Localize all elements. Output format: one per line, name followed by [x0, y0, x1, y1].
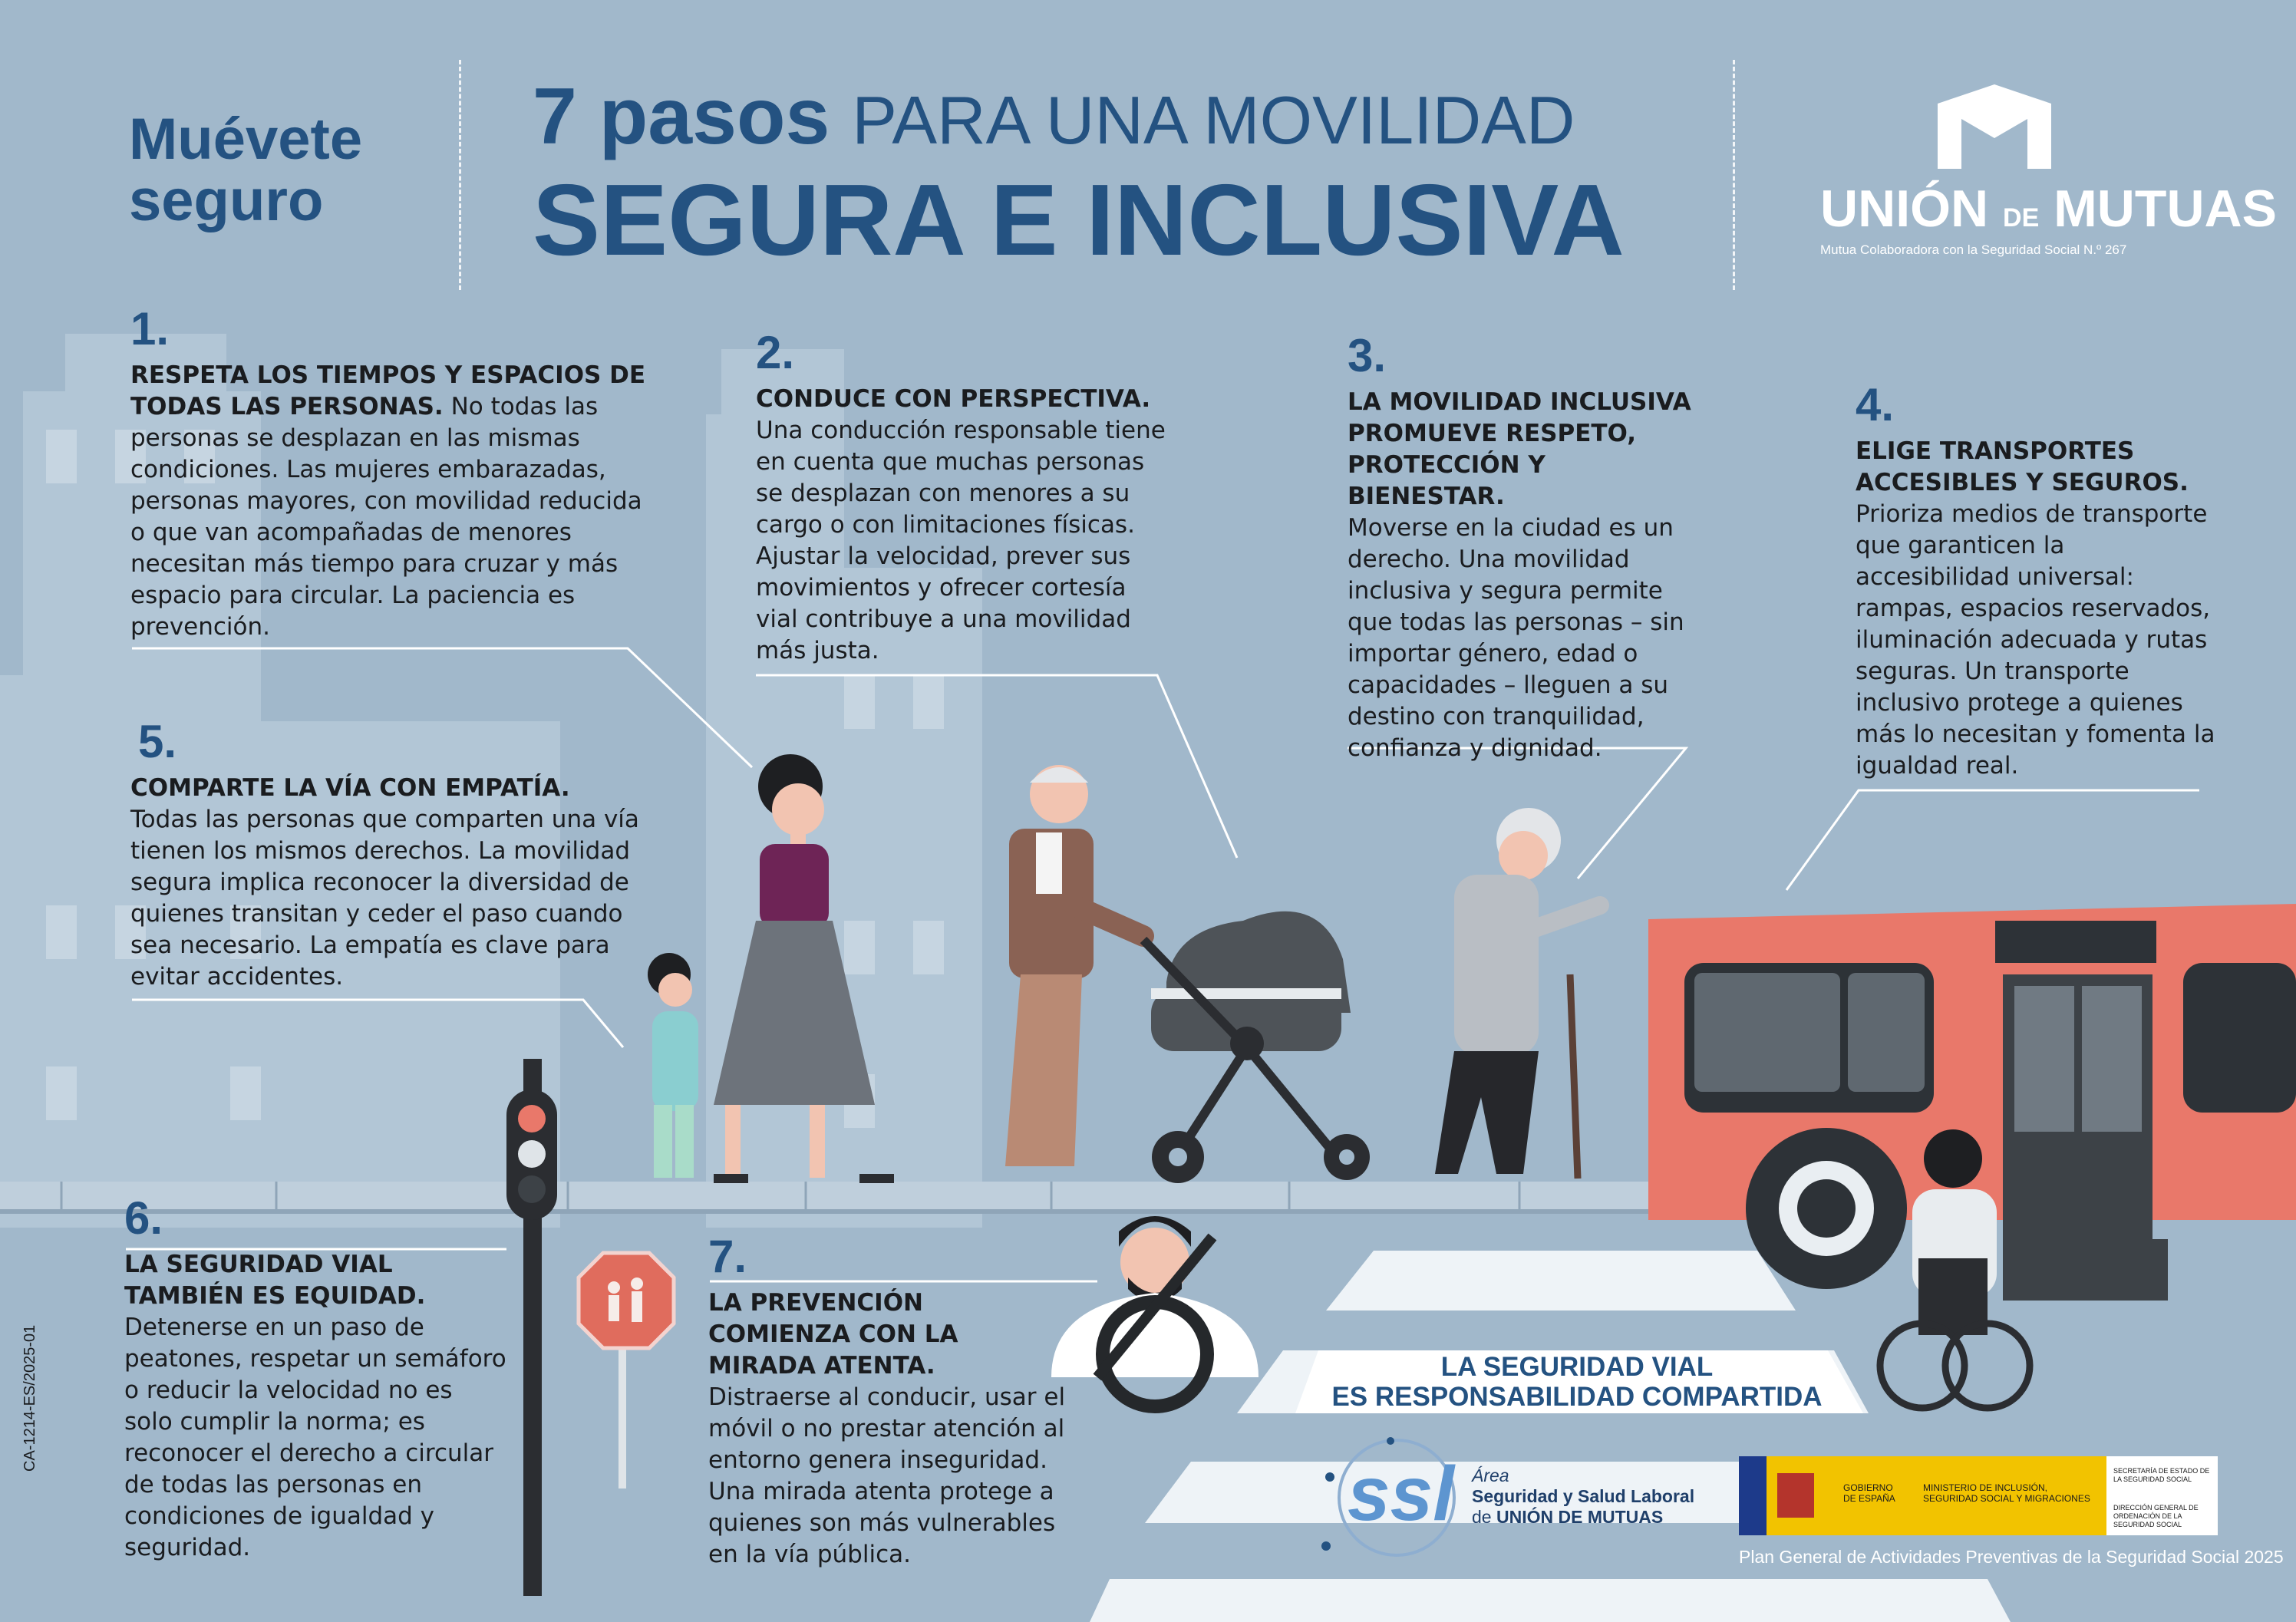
step-heading: LA PREVENCIÓN COMIENZA CON LA MIRADA ATENTA.: [708, 1289, 958, 1380]
gov-gobierno: GOBIERNO DE ESPAÑA: [1843, 1482, 1895, 1504]
title-light: PARA UNA MOVILIDAD: [852, 82, 1575, 158]
step-heading: LA SEGURIDAD VIAL TAMBIÉN ES EQUIDAD.: [124, 1251, 426, 1310]
step-text: Moverse en la ciudad es un derecho. Una movilidad inclusiva y segura permite que todas las personas – sin importar género, edad o capacidades – lleguen a su destino con tranquilidad, confianza y dignidad.: [1348, 514, 1684, 762]
step-heading: RESPETA LOS TIEMPOS Y ESPACIOS DE TODAS LAS PERSONAS.: [130, 361, 646, 420]
step-number: 1.: [130, 303, 170, 354]
step-heading: ELIGE TRANSPORTES ACCESIBLES Y SEGUROS.: [1856, 437, 2189, 496]
page-title: [533, 71, 1575, 166]
step-number: 7.: [708, 1231, 747, 1282]
step-text: Todas las personas que comparten una vía tienen los mismos derechos. La movilidad segura implica reconocer la diversidad de quienes transitan y ceder el paso cuando sea necesario. La empatía es clave para evitar accidentes.: [130, 806, 639, 991]
ssl-acronym: ssl: [1348, 1451, 1455, 1537]
step-number: 6.: [124, 1192, 163, 1244]
tagline: [129, 109, 362, 232]
step-heading: CONDUCE CON PERSPECTIVA.: [756, 385, 1151, 413]
step-6: [124, 1194, 508, 1564]
gov-ministerio: MINISTERIO DE INCLUSIÓN, SEGURIDAD SOCIAL Y MIGRACIONES: [1923, 1482, 2090, 1504]
logo-word-union: UNIÓN: [1820, 180, 1989, 238]
step-text: Distraerse al conducir, usar el móvil o no prestar atención al entorno genera inseguridad. Una mirada atenta protege a quienes son más vulnerables en la vía pública.: [708, 1383, 1066, 1568]
old-man-with-stroller: [1005, 765, 1370, 1183]
document-code: CA-1214-ES/2025-01: [21, 1324, 38, 1472]
step-1: [130, 305, 652, 643]
step-text: Una conducción responsable tiene en cuenta que muchas personas se desplazan con menores a su cargo o con limitaciones físicas. Ajustar la velocidad, prever sus movimientos y ofrecer cortesía vial contribuye a una movilidad más justa.: [756, 417, 1166, 664]
slogan-line1: LA SEGURIDAD VIAL: [1440, 1352, 1714, 1382]
step-text: Detenerse en un paso de peatones, respetar un semáforo o reducir la velocidad no es solo cumplir la norma; es reconocer el derecho a circular de todas las personas en condiciones de igualdad y seguridad.: [124, 1314, 506, 1561]
step-5: [130, 717, 652, 993]
logo-word-mutuas: MUTUAS: [2054, 180, 2278, 238]
step-number: 2.: [756, 327, 795, 378]
ssl-line3-prefix: de: [1472, 1507, 1492, 1527]
slogan-line2: ES RESPONSABILIDAD COMPARTIDA: [1331, 1382, 1823, 1412]
traffic-light: [506, 1059, 557, 1596]
union-de-mutuas-logo-icon: [1934, 84, 2055, 170]
step-heading: COMPARTE LA VÍA CON EMPATÍA.: [130, 774, 570, 802]
step-4: [1856, 381, 2216, 782]
step-heading: LA MOVILIDAD INCLUSIVA PROMUEVE RESPETO, PROTECCIÓN Y BIENESTAR.: [1348, 388, 1691, 510]
step-2: [756, 328, 1170, 667]
ssl-line1: Área: [1472, 1465, 1509, 1485]
plan-footer: Plan General de Actividades Preventivas de la Seguridad Social 2025: [1739, 1547, 2284, 1567]
step-text: No todas las personas se desplazan en las mismas condiciones. Las mujeres embarazadas, personas mayores, con movilidad reducida o que van acompañadas de menores necesitan más tiempo para cruzar y más espacio para circular. La paciencia es prevención.: [130, 393, 642, 641]
step-number: 4.: [1856, 379, 1895, 430]
step-text: Prioriza medios de transporte que garanticen la accesibilidad universal: rampas, espacios reservados, iluminación adecuada y rutas seguras. Un transporte inclusivo protege a quienes más lo necesitan y fomenta la igualdad real.: [1856, 500, 2215, 780]
ssl-line2: Seguridad y Salud Laboral: [1472, 1486, 1695, 1506]
ssl-text: [1472, 1465, 1694, 1528]
logo-wordmark: [1820, 181, 2277, 246]
driver: [1051, 1216, 1259, 1406]
tagline-line2: seguro: [129, 168, 324, 233]
step-number: 3.: [1348, 330, 1387, 381]
title-bold: 7 pasos: [533, 72, 830, 161]
tagline-line1: Muévete: [129, 107, 363, 172]
step-3: [1348, 331, 1693, 764]
gov-secretaria: SECRETARÍA DE ESTADO DE LA SEGURIDAD SOCIAL: [2113, 1467, 2210, 1483]
divider-right: [1733, 60, 1735, 290]
step-7: [708, 1232, 1069, 1571]
logo-word-de: DE: [2003, 203, 2040, 232]
slogan: [1289, 1352, 1865, 1412]
elderly-woman-with-cane: [1435, 808, 1600, 1179]
gov-direccion: DIRECCIÓN GENERAL DE ORDENACIÓN DE LA SEGURIDAD SOCIAL: [2113, 1504, 2199, 1528]
divider-left: [459, 60, 461, 290]
page-title-line2: SEGURA E INCLUSIVA: [533, 163, 1625, 276]
logo-subtitle: Mutua Colaboradora con la Seguridad Social N.º 267: [1820, 242, 2127, 257]
ssl-line3-name: UNIÓN DE MUTUAS: [1496, 1507, 1664, 1527]
step-number: 5.: [138, 716, 177, 767]
pedestrian-sign: [579, 1253, 674, 1488]
